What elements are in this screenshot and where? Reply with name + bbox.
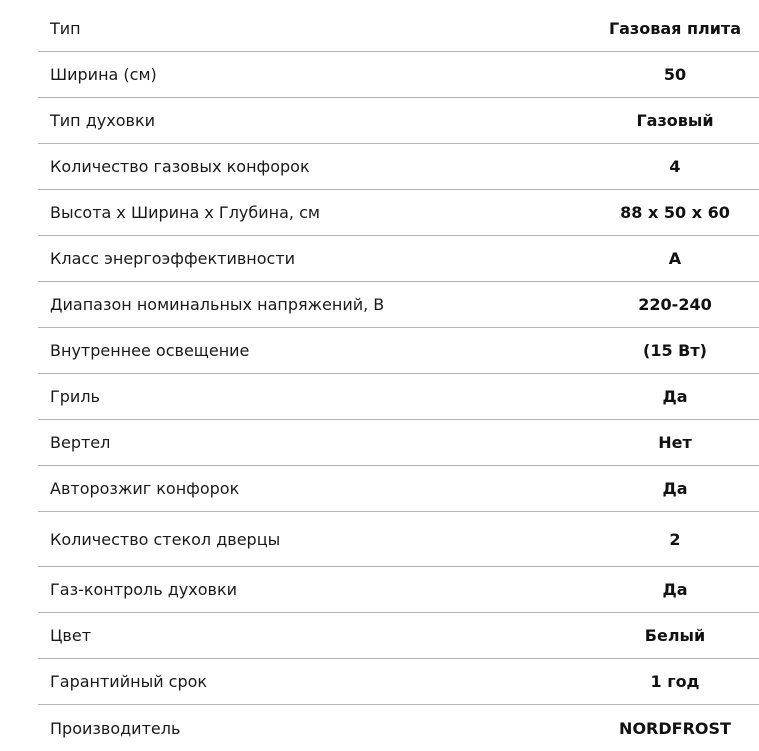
spec-label: Ширина (см) [50,65,157,84]
spec-row-lighting [38,328,759,374]
spec-label: Класс энергоэффективности [50,249,296,268]
spec-label: Внутреннее освещение [50,341,250,360]
spec-row-gas-control [38,567,759,613]
spec-value: Да [662,387,688,406]
spec-label: Гарантийный срок [50,672,208,691]
spec-value: Газовый [636,111,714,130]
spec-value: Нет [658,433,692,452]
spec-value: Газовая плита [608,19,742,38]
spec-row-oven-type [38,98,759,144]
spec-label: Тип духовки [50,111,155,130]
spec-row-door-glass [38,512,759,567]
spec-value: Да [662,479,688,498]
spec-label: Высота x Ширина x Глубина, см [50,203,320,222]
spec-row-manufacturer [38,705,759,751]
spec-value: 2 [669,529,681,549]
spec-value: (15 Вт) [643,341,707,360]
spec-value: 4 [669,157,681,176]
spec-label: Тип [50,19,81,38]
spec-label: Авторозжиг конфорок [50,479,240,498]
spec-value: NORDFROST [619,718,731,738]
spec-row-type [38,6,759,52]
spec-label: Диапазон номинальных напряжений, В [50,295,385,314]
spec-value: 88 x 50 x 60 [620,203,730,222]
spec-row-width [38,52,759,98]
spec-label: Вертел [50,433,111,452]
spec-value: Да [662,580,688,599]
spec-row-color [38,613,759,659]
spec-row-burners [38,144,759,190]
spec-label: Производитель [50,718,181,738]
spec-value: A [668,249,682,268]
spec-row-rotisserie [38,420,759,466]
spec-value: 50 [663,65,687,84]
spec-row-auto-ignition [38,466,759,512]
spec-label: Цвет [50,626,92,645]
spec-row-energy-class [38,236,759,282]
spec-row-grill [38,374,759,420]
spec-value: 220-240 [638,295,712,314]
spec-label: Количество стекол дверцы [50,529,281,549]
spec-row-dimensions [38,190,759,236]
spec-row-voltage [38,282,759,328]
spec-value: Белый [644,626,706,645]
spec-row-warranty [38,659,759,705]
spec-value: 1 год [650,672,700,691]
spec-label: Гриль [50,387,100,406]
specs-table [38,6,759,751]
spec-label: Количество газовых конфорок [50,157,310,176]
spec-label: Газ-контроль духовки [50,580,238,599]
